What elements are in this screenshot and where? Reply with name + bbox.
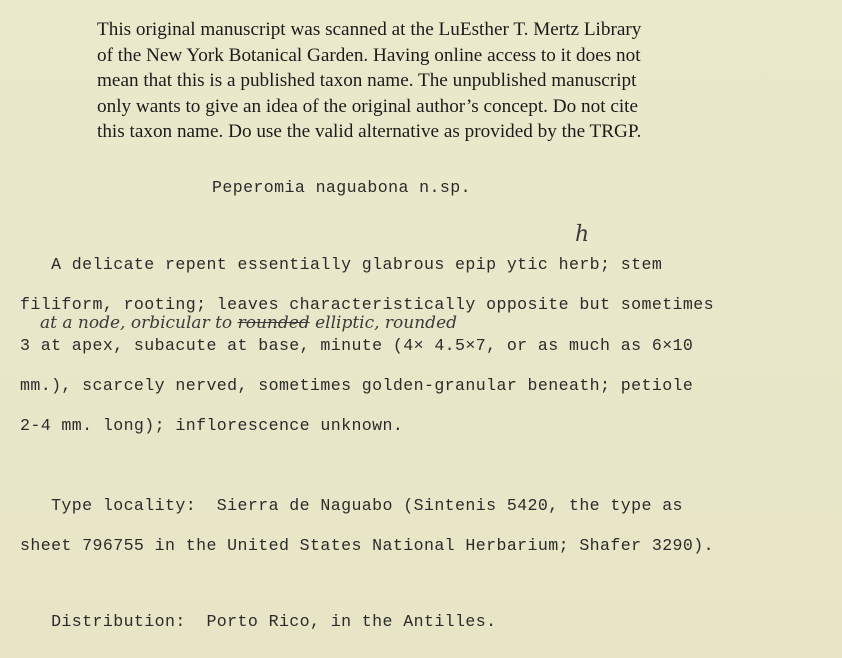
handwritten-struck-word: rounded — [237, 313, 310, 333]
handwritten-insert-h: h — [575, 222, 590, 247]
type-locality-line: sheet 796755 in the United States National Herbarium; Shafer 3290). — [20, 536, 714, 555]
notice-line: This original manuscript was scanned at the LuEsther T. Mertz Library — [97, 19, 642, 40]
description-line: 2-4 mm. long); inflorescence unknown. — [20, 416, 404, 435]
notice-line: mean that this is a published taxon name. The unpublished manuscript — [97, 70, 637, 91]
handwritten-insertion-text: at a node, orbicular to — [40, 313, 233, 333]
distribution-line: Distribution: Porto Rico, in the Antilles. — [20, 612, 497, 631]
handwritten-insertion-end: elliptic, rounded — [309, 313, 458, 333]
description-line: A delicate repent essentially glabrous epip ytic herb; stem — [20, 255, 663, 274]
notice-line: of the New York Botanical Garden. Having online access to it does not — [97, 44, 641, 66]
handwritten-insertion — [40, 313, 457, 333]
notice-line: this taxon name. Do use the valid alternative as provided by the TRGP. — [97, 121, 642, 142]
description-line: filiform, rooting; leaves characteristically opposite but sometimes — [20, 295, 714, 314]
species-title: Peperomia naguabona n.sp. — [212, 178, 471, 197]
scan-notice — [97, 17, 757, 145]
notice-line: only wants to give an idea of the original author’s concept. Do not cite — [97, 95, 639, 117]
description-line: mm.), scarcely nerved, sometimes golden-granular beneath; petiole — [20, 376, 694, 395]
description-line: 3 at apex, subacute at base, minute (4× 4.5×7, or as much as 6×10 — [20, 336, 694, 355]
type-locality-line: Type locality: Sierra de Naguabo (Sintenis 5420, the type as — [20, 496, 683, 515]
